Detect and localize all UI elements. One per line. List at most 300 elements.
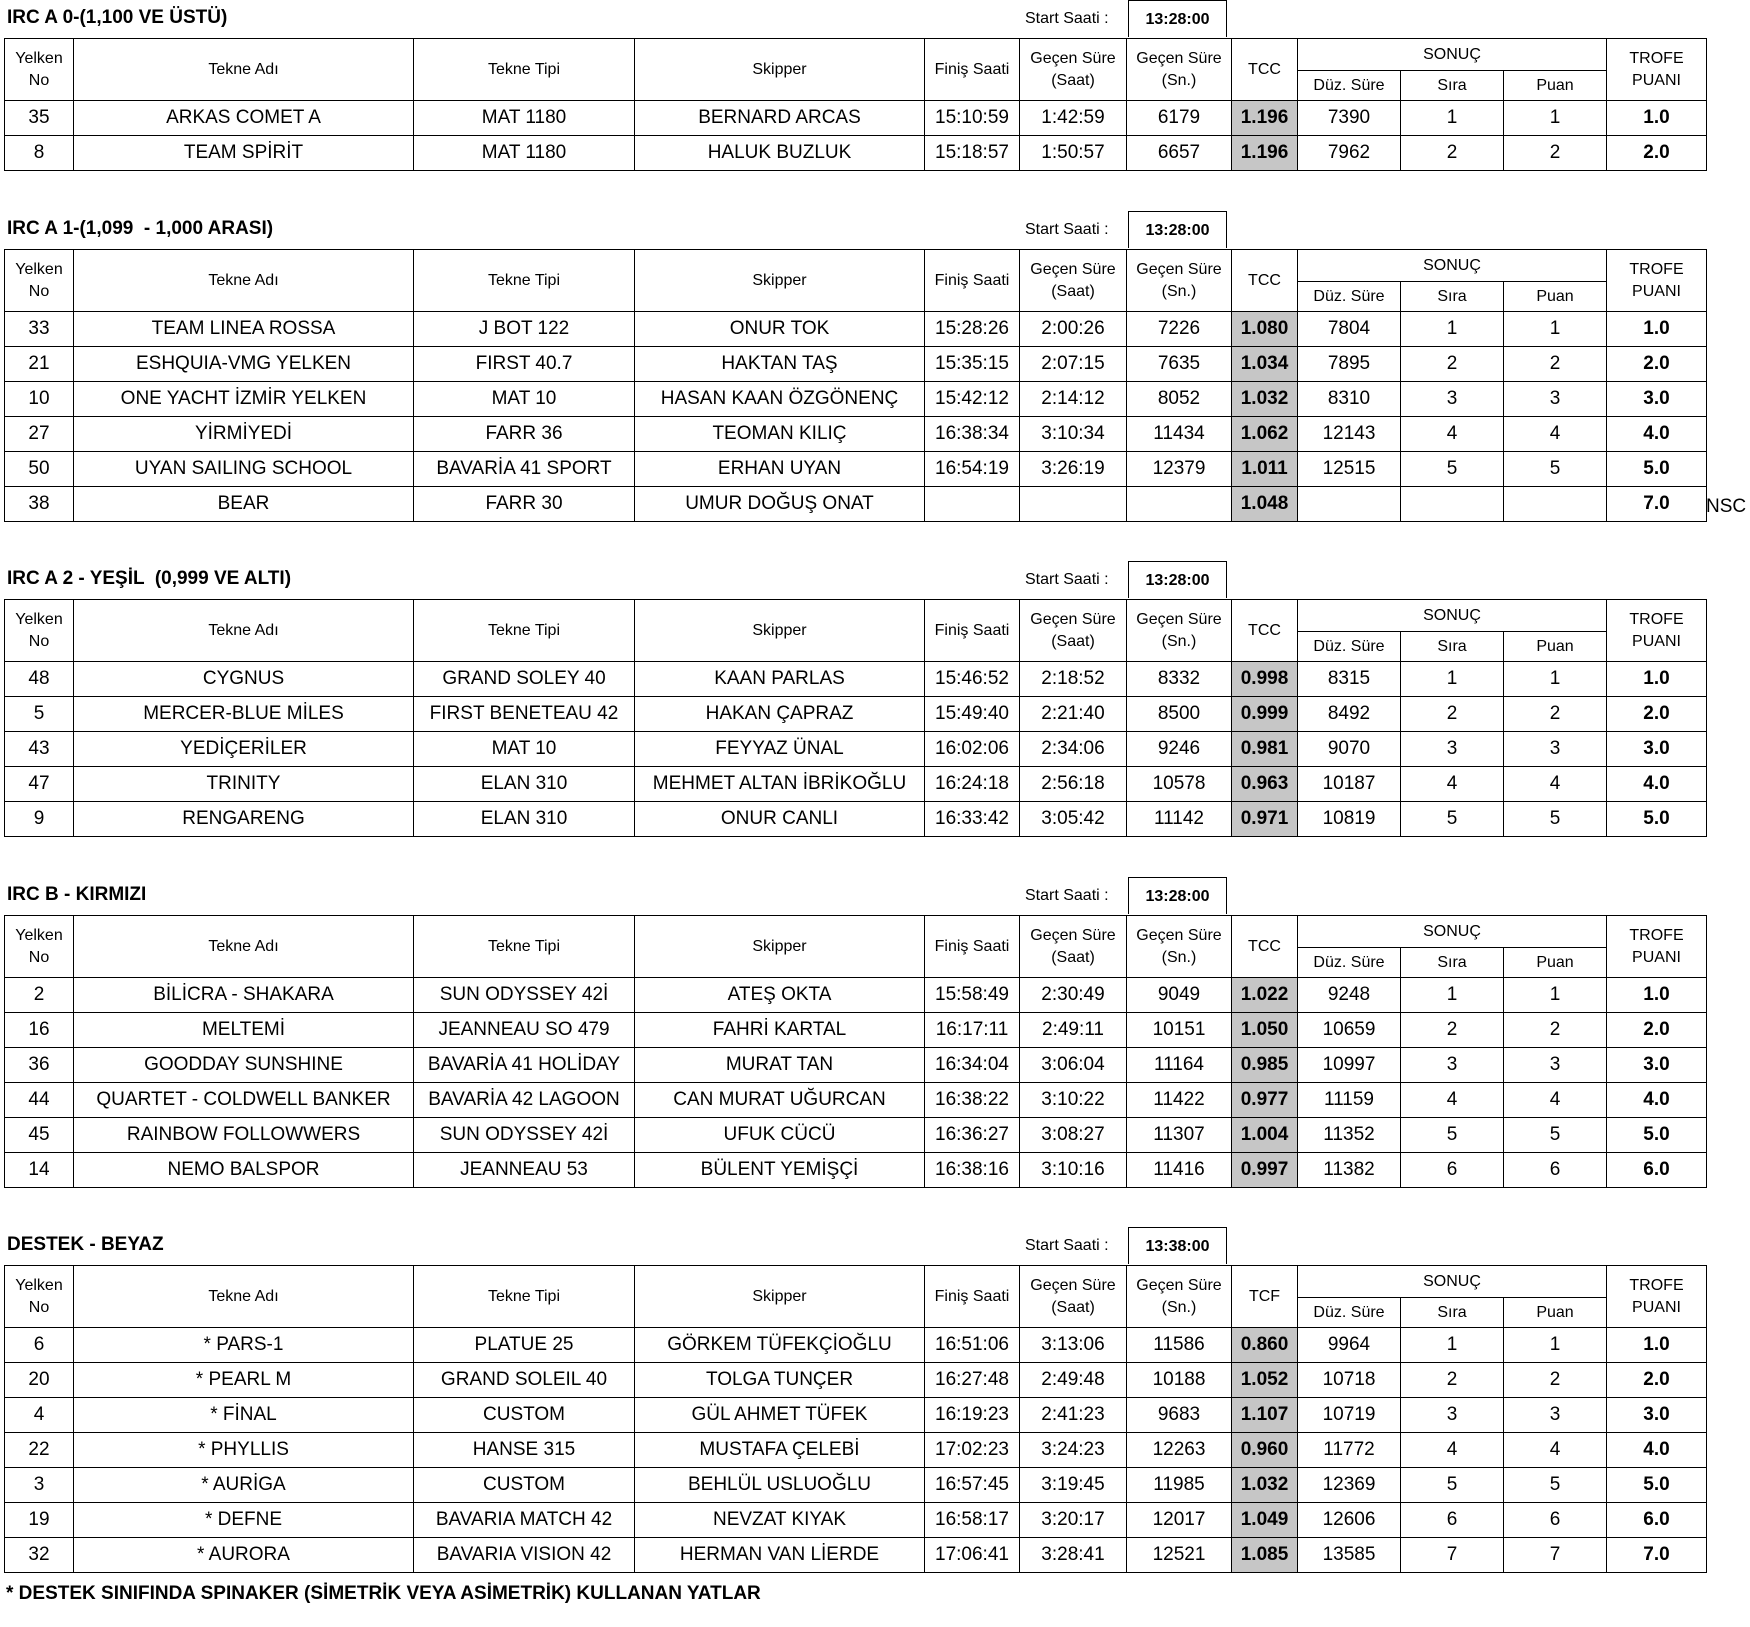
- cell-name: GOODDAY SUNSHINE: [74, 1048, 414, 1083]
- cell-tcc: 1.062: [1232, 417, 1298, 452]
- header-trophy-points: TROFE PUANI: [1607, 1266, 1707, 1328]
- cell-finish: 16:19:23: [925, 1398, 1020, 1433]
- header-rank: Sıra: [1401, 632, 1504, 662]
- cell-finish: 16:27:48: [925, 1363, 1020, 1398]
- header-boat-type: Tekne Tipi: [414, 600, 635, 662]
- cell-sec: 11142: [1127, 802, 1232, 837]
- cell-type: GRAND SOLEIL 40: [414, 1363, 635, 1398]
- cell-name: NEMO BALSPOR: [74, 1153, 414, 1188]
- cell-finish: 17:06:41: [925, 1538, 1020, 1573]
- results-section: [4, 211, 1750, 522]
- cell-finish: 16:24:18: [925, 767, 1020, 802]
- cell-skipper: MUSTAFA ÇELEBİ: [635, 1433, 925, 1468]
- cell-finish: 16:54:19: [925, 452, 1020, 487]
- cell-name: * PEARL M: [74, 1363, 414, 1398]
- cell-skipper: TEOMAN KILIÇ: [635, 417, 925, 452]
- cell-rank: 2: [1401, 1363, 1504, 1398]
- cell-finish: 16:38:16: [925, 1153, 1020, 1188]
- header-result-group: SONUÇ: [1298, 916, 1607, 948]
- header-points: Puan: [1504, 1298, 1607, 1328]
- cell-corr: 11352: [1298, 1118, 1401, 1153]
- cell-sec: 11416: [1127, 1153, 1232, 1188]
- cell-tcc: 0.998: [1232, 662, 1298, 697]
- cell-pts: 4: [1504, 1433, 1607, 1468]
- start-time-value: 13:38:00: [1128, 1227, 1227, 1264]
- cell-sec: 8500: [1127, 697, 1232, 732]
- cell-type: JEANNEAU 53: [414, 1153, 635, 1188]
- cell-type: J BOT 122: [414, 312, 635, 347]
- cell-skipper: HASAN KAAN ÖZGÖNENÇ: [635, 382, 925, 417]
- header-elapsed-seconds: Geçen Süre (Sn.): [1127, 250, 1232, 312]
- cell-tcc: 0.977: [1232, 1083, 1298, 1118]
- cell-finish: 15:49:40: [925, 697, 1020, 732]
- cell-skipper: GÜL AHMET TÜFEK: [635, 1398, 925, 1433]
- cell-sec: 7226: [1127, 312, 1232, 347]
- cell-tcc: 1.049: [1232, 1503, 1298, 1538]
- row-note: NSC: [1706, 496, 1747, 517]
- cell-finish: 16:33:42: [925, 802, 1020, 837]
- table-row: [5, 1328, 1707, 1363]
- header-rating-factor: TCC: [1232, 600, 1298, 662]
- cell-corr: 8315: [1298, 662, 1401, 697]
- cell-type: MAT 10: [414, 732, 635, 767]
- cell-type: MAT 10: [414, 382, 635, 417]
- cell-trophy: 2.0: [1607, 136, 1707, 171]
- cell-sec: 11422: [1127, 1083, 1232, 1118]
- cell-sec: 9049: [1127, 978, 1232, 1013]
- cell-pts: 3: [1504, 1398, 1607, 1433]
- cell-pts: 7: [1504, 1538, 1607, 1573]
- cell-tcc: 0.999: [1232, 697, 1298, 732]
- cell-pts: 6: [1504, 1153, 1607, 1188]
- header-boat-type: Tekne Tipi: [414, 916, 635, 978]
- cell-rank: 5: [1401, 802, 1504, 837]
- cell-skipper: MEHMET ALTAN İBRİKOĞLU: [635, 767, 925, 802]
- header-result-group: SONUÇ: [1298, 600, 1607, 632]
- cell-sec: 8052: [1127, 382, 1232, 417]
- header-rating-factor: TCC: [1232, 250, 1298, 312]
- cell-no: 6: [5, 1328, 74, 1363]
- header-points: Puan: [1504, 71, 1607, 101]
- header-boat-type: Tekne Tipi: [414, 250, 635, 312]
- cell-skipper: KAAN PARLAS: [635, 662, 925, 697]
- section-header: [4, 877, 1750, 915]
- results-table: [4, 38, 1707, 171]
- cell-pts: 2: [1504, 136, 1607, 171]
- cell-name: BİLİCRA - SHAKARA: [74, 978, 414, 1013]
- cell-name: YEDİÇERİLER: [74, 732, 414, 767]
- cell-rank: 1: [1401, 978, 1504, 1013]
- cell-trophy: 2.0: [1607, 1013, 1707, 1048]
- cell-no: 9: [5, 802, 74, 837]
- cell-rank: 1: [1401, 1328, 1504, 1363]
- cell-tcc: 1.052: [1232, 1363, 1298, 1398]
- cell-finish: 16:34:04: [925, 1048, 1020, 1083]
- cell-corr: 11772: [1298, 1433, 1401, 1468]
- cell-sec: 12379: [1127, 452, 1232, 487]
- cell-skipper: CAN MURAT UĞURCAN: [635, 1083, 925, 1118]
- cell-elapsed: 3:24:23: [1020, 1433, 1127, 1468]
- cell-corr: 10719: [1298, 1398, 1401, 1433]
- results-section: [4, 877, 1750, 1188]
- cell-sec: 11307: [1127, 1118, 1232, 1153]
- cell-trophy: 4.0: [1607, 767, 1707, 802]
- cell-rank: 3: [1401, 1048, 1504, 1083]
- cell-trophy: 2.0: [1607, 1363, 1707, 1398]
- header-corrected-time: Düz. Süre: [1298, 632, 1401, 662]
- cell-sec: 11164: [1127, 1048, 1232, 1083]
- header-boat-type: Tekne Tipi: [414, 1266, 635, 1328]
- cell-name: QUARTET - COLDWELL BANKER: [74, 1083, 414, 1118]
- cell-corr: 10819: [1298, 802, 1401, 837]
- cell-no: 8: [5, 136, 74, 171]
- cell-name: YİRMİYEDİ: [74, 417, 414, 452]
- cell-elapsed: 2:00:26: [1020, 312, 1127, 347]
- cell-trophy: 5.0: [1607, 452, 1707, 487]
- cell-corr: 12606: [1298, 1503, 1401, 1538]
- cell-trophy: 2.0: [1607, 347, 1707, 382]
- cell-name: BEAR: [74, 487, 414, 522]
- section-title: IRC A 1-(1,099 - 1,000 ARASI): [7, 218, 274, 239]
- header-sail-no: Yelken No: [5, 250, 74, 312]
- header-corrected-time: Düz. Süre: [1298, 948, 1401, 978]
- cell-corr: 8310: [1298, 382, 1401, 417]
- cell-elapsed: 3:28:41: [1020, 1538, 1127, 1573]
- cell-pts: 5: [1504, 452, 1607, 487]
- cell-skipper: BÜLENT YEMİŞÇİ: [635, 1153, 925, 1188]
- header-boat-type: Tekne Tipi: [414, 39, 635, 101]
- cell-no: 50: [5, 452, 74, 487]
- section-header: [4, 0, 1750, 38]
- header-elapsed-time: Geçen Süre (Saat): [1020, 916, 1127, 978]
- cell-skipper: TOLGA TUNÇER: [635, 1363, 925, 1398]
- cell-tcc: 0.860: [1232, 1328, 1298, 1363]
- cell-elapsed: 3:13:06: [1020, 1328, 1127, 1363]
- cell-type: HANSE 315: [414, 1433, 635, 1468]
- table-row: [5, 1398, 1707, 1433]
- cell-name: * FİNAL: [74, 1398, 414, 1433]
- header-elapsed-seconds: Geçen Süre (Sn.): [1127, 1266, 1232, 1328]
- cell-type: GRAND SOLEY 40: [414, 662, 635, 697]
- cell-rank: 3: [1401, 382, 1504, 417]
- cell-name: RENGARENG: [74, 802, 414, 837]
- cell-skipper: NEVZAT KIYAK: [635, 1503, 925, 1538]
- cell-trophy: 1.0: [1607, 1328, 1707, 1363]
- cell-tcc: 1.050: [1232, 1013, 1298, 1048]
- cell-type: BAVARIA MATCH 42: [414, 1503, 635, 1538]
- cell-trophy: 7.0: [1607, 487, 1707, 522]
- cell-no: 21: [5, 347, 74, 382]
- cell-type: MAT 1180: [414, 136, 635, 171]
- cell-sec: 10188: [1127, 1363, 1232, 1398]
- header-row: [5, 250, 1707, 282]
- table-row: [5, 662, 1707, 697]
- header-boat-name: Tekne Adı: [74, 250, 414, 312]
- cell-trophy: 1.0: [1607, 312, 1707, 347]
- cell-tcc: 1.085: [1232, 1538, 1298, 1573]
- cell-rank: 3: [1401, 1398, 1504, 1433]
- cell-sec: 11985: [1127, 1468, 1232, 1503]
- cell-corr: 10718: [1298, 1363, 1401, 1398]
- cell-sec: 11586: [1127, 1328, 1232, 1363]
- cell-skipper: MURAT TAN: [635, 1048, 925, 1083]
- cell-corr: 9248: [1298, 978, 1401, 1013]
- header-finish-time: Finiş Saati: [925, 916, 1020, 978]
- cell-skipper: ONUR CANLI: [635, 802, 925, 837]
- cell-rank: 4: [1401, 1083, 1504, 1118]
- header-elapsed-seconds: Geçen Süre (Sn.): [1127, 39, 1232, 101]
- header-points: Puan: [1504, 282, 1607, 312]
- section-header: [4, 1227, 1750, 1265]
- cell-skipper: BERNARD ARCAS: [635, 101, 925, 136]
- cell-finish: 15:28:26: [925, 312, 1020, 347]
- cell-pts: 6: [1504, 1503, 1607, 1538]
- cell-pts: 1: [1504, 312, 1607, 347]
- cell-finish: 16:57:45: [925, 1468, 1020, 1503]
- cell-elapsed: 1:50:57: [1020, 136, 1127, 171]
- start-time-label: Start Saati :: [1025, 10, 1109, 27]
- cell-name: * AURORA: [74, 1538, 414, 1573]
- header-row: [5, 1266, 1707, 1298]
- cell-trophy: 4.0: [1607, 1083, 1707, 1118]
- cell-pts: [1504, 487, 1607, 522]
- table-row: [5, 1433, 1707, 1468]
- cell-rank: 4: [1401, 1433, 1504, 1468]
- cell-corr: 12369: [1298, 1468, 1401, 1503]
- cell-name: CYGNUS: [74, 662, 414, 697]
- cell-no: 22: [5, 1433, 74, 1468]
- header-elapsed-seconds: Geçen Süre (Sn.): [1127, 600, 1232, 662]
- cell-pts: 4: [1504, 417, 1607, 452]
- cell-elapsed: 2:21:40: [1020, 697, 1127, 732]
- table-row: [5, 382, 1707, 417]
- header-row: [5, 916, 1707, 948]
- table-row: [5, 802, 1707, 837]
- table-row: [5, 312, 1707, 347]
- cell-tcc: 0.981: [1232, 732, 1298, 767]
- cell-elapsed: [1020, 487, 1127, 522]
- cell-tcc: 1.011: [1232, 452, 1298, 487]
- cell-elapsed: 2:49:48: [1020, 1363, 1127, 1398]
- cell-sec: 9246: [1127, 732, 1232, 767]
- cell-corr: 10187: [1298, 767, 1401, 802]
- cell-pts: 5: [1504, 802, 1607, 837]
- cell-trophy: 1.0: [1607, 101, 1707, 136]
- cell-skipper: HALUK BUZLUK: [635, 136, 925, 171]
- header-rank: Sıra: [1401, 71, 1504, 101]
- cell-pts: 3: [1504, 732, 1607, 767]
- cell-trophy: 5.0: [1607, 1468, 1707, 1503]
- cell-tcc: 1.032: [1232, 382, 1298, 417]
- cell-rank: 2: [1401, 136, 1504, 171]
- cell-trophy: 5.0: [1607, 1118, 1707, 1153]
- cell-trophy: 7.0: [1607, 1538, 1707, 1573]
- cell-corr: 9070: [1298, 732, 1401, 767]
- cell-tcc: 0.960: [1232, 1433, 1298, 1468]
- header-finish-time: Finiş Saati: [925, 1266, 1020, 1328]
- cell-tcc: 1.022: [1232, 978, 1298, 1013]
- cell-no: 44: [5, 1083, 74, 1118]
- table-row: [5, 1363, 1707, 1398]
- cell-trophy: 4.0: [1607, 417, 1707, 452]
- cell-elapsed: 2:14:12: [1020, 382, 1127, 417]
- cell-type: BAVARİA 41 HOLİDAY: [414, 1048, 635, 1083]
- cell-type: JEANNEAU SO 479: [414, 1013, 635, 1048]
- cell-tcc: 0.997: [1232, 1153, 1298, 1188]
- results-section: [4, 0, 1750, 171]
- cell-finish: 16:58:17: [925, 1503, 1020, 1538]
- header-sail-no: Yelken No: [5, 1266, 74, 1328]
- header-finish-time: Finiş Saati: [925, 600, 1020, 662]
- table-row: [5, 1083, 1707, 1118]
- cell-type: MAT 1180: [414, 101, 635, 136]
- section-title: IRC A 0-(1,100 VE ÜSTÜ): [7, 7, 228, 28]
- header-points: Puan: [1504, 948, 1607, 978]
- cell-sec: 12263: [1127, 1433, 1232, 1468]
- cell-finish: 17:02:23: [925, 1433, 1020, 1468]
- cell-elapsed: 3:08:27: [1020, 1118, 1127, 1153]
- cell-trophy: 4.0: [1607, 1433, 1707, 1468]
- table-row: [5, 347, 1707, 382]
- section-title: DESTEK - BEYAZ: [7, 1234, 164, 1255]
- cell-tcc: 1.107: [1232, 1398, 1298, 1433]
- table-row: [5, 452, 1707, 487]
- cell-no: 2: [5, 978, 74, 1013]
- cell-elapsed: 2:56:18: [1020, 767, 1127, 802]
- cell-tcc: 1.034: [1232, 347, 1298, 382]
- cell-no: 48: [5, 662, 74, 697]
- cell-corr: 10659: [1298, 1013, 1401, 1048]
- cell-no: 36: [5, 1048, 74, 1083]
- header-elapsed-time: Geçen Süre (Saat): [1020, 600, 1127, 662]
- header-row: [5, 600, 1707, 632]
- cell-type: FIRST 40.7: [414, 347, 635, 382]
- cell-pts: 1: [1504, 101, 1607, 136]
- cell-tcc: 1.080: [1232, 312, 1298, 347]
- table-row: [5, 136, 1707, 171]
- cell-name: UYAN SAILING SCHOOL: [74, 452, 414, 487]
- cell-name: ONE YACHT İZMİR YELKEN: [74, 382, 414, 417]
- cell-name: * AURİGA: [74, 1468, 414, 1503]
- cell-elapsed: 1:42:59: [1020, 101, 1127, 136]
- cell-trophy: 2.0: [1607, 697, 1707, 732]
- cell-skipper: ONUR TOK: [635, 312, 925, 347]
- header-elapsed-time: Geçen Süre (Saat): [1020, 39, 1127, 101]
- cell-no: 33: [5, 312, 74, 347]
- cell-pts: 2: [1504, 1013, 1607, 1048]
- cell-no: 47: [5, 767, 74, 802]
- cell-elapsed: 3:26:19: [1020, 452, 1127, 487]
- cell-pts: 1: [1504, 1328, 1607, 1363]
- cell-no: 32: [5, 1538, 74, 1573]
- cell-corr: 7962: [1298, 136, 1401, 171]
- cell-corr: 10997: [1298, 1048, 1401, 1083]
- cell-type: ELAN 310: [414, 802, 635, 837]
- cell-finish: 16:17:11: [925, 1013, 1020, 1048]
- cell-trophy: 3.0: [1607, 1048, 1707, 1083]
- cell-no: 19: [5, 1503, 74, 1538]
- cell-trophy: 1.0: [1607, 662, 1707, 697]
- header-sail-no: Yelken No: [5, 600, 74, 662]
- cell-corr: 11382: [1298, 1153, 1401, 1188]
- header-corrected-time: Düz. Süre: [1298, 282, 1401, 312]
- cell-pts: 2: [1504, 697, 1607, 732]
- cell-type: BAVARİA 41 SPORT: [414, 452, 635, 487]
- table-row: [5, 1503, 1707, 1538]
- cell-tcc: 1.196: [1232, 136, 1298, 171]
- cell-finish: 16:38:22: [925, 1083, 1020, 1118]
- cell-pts: 3: [1504, 382, 1607, 417]
- cell-pts: 3: [1504, 1048, 1607, 1083]
- cell-sec: 12017: [1127, 1503, 1232, 1538]
- header-skipper: Skipper: [635, 39, 925, 101]
- cell-elapsed: 3:10:16: [1020, 1153, 1127, 1188]
- cell-sec: 12521: [1127, 1538, 1232, 1573]
- header-boat-name: Tekne Adı: [74, 1266, 414, 1328]
- cell-pts: 2: [1504, 1363, 1607, 1398]
- cell-name: ARKAS COMET A: [74, 101, 414, 136]
- cell-corr: 7390: [1298, 101, 1401, 136]
- cell-sec: 7635: [1127, 347, 1232, 382]
- cell-finish: [925, 487, 1020, 522]
- header-rank: Sıra: [1401, 1298, 1504, 1328]
- cell-no: 5: [5, 697, 74, 732]
- cell-elapsed: 2:49:11: [1020, 1013, 1127, 1048]
- cell-skipper: HAKAN ÇAPRAZ: [635, 697, 925, 732]
- header-boat-name: Tekne Adı: [74, 39, 414, 101]
- header-points: Puan: [1504, 632, 1607, 662]
- table-row: [5, 101, 1707, 136]
- results-table: [4, 599, 1707, 837]
- cell-type: BAVARIA VISION 42: [414, 1538, 635, 1573]
- cell-skipper: ATEŞ OKTA: [635, 978, 925, 1013]
- cell-pts: 5: [1504, 1118, 1607, 1153]
- header-skipper: Skipper: [635, 250, 925, 312]
- cell-rank: 3: [1401, 732, 1504, 767]
- table-row: [5, 1153, 1707, 1188]
- cell-elapsed: 2:07:15: [1020, 347, 1127, 382]
- table-row: [5, 1468, 1707, 1503]
- cell-corr: 12515: [1298, 452, 1401, 487]
- cell-skipper: ERHAN UYAN: [635, 452, 925, 487]
- cell-skipper: UMUR DOĞUŞ ONAT: [635, 487, 925, 522]
- cell-finish: 15:10:59: [925, 101, 1020, 136]
- section-header: [4, 561, 1750, 599]
- section-header: [4, 211, 1750, 249]
- cell-trophy: 6.0: [1607, 1503, 1707, 1538]
- header-result-group: SONUÇ: [1298, 39, 1607, 71]
- cell-no: 4: [5, 1398, 74, 1433]
- header-finish-time: Finiş Saati: [925, 250, 1020, 312]
- cell-elapsed: 3:20:17: [1020, 1503, 1127, 1538]
- cell-type: CUSTOM: [414, 1398, 635, 1433]
- cell-no: 14: [5, 1153, 74, 1188]
- cell-name: MERCER-BLUE MİLES: [74, 697, 414, 732]
- section-title: IRC A 2 - YEŞİL (0,999 VE ALTI): [7, 568, 292, 589]
- cell-rank: 5: [1401, 452, 1504, 487]
- cell-sec: 10578: [1127, 767, 1232, 802]
- table-row: [5, 1048, 1707, 1083]
- table-row: [5, 697, 1707, 732]
- header-finish-time: Finiş Saati: [925, 39, 1020, 101]
- cell-finish: 16:51:06: [925, 1328, 1020, 1363]
- header-boat-name: Tekne Adı: [74, 600, 414, 662]
- table-row: [5, 978, 1707, 1013]
- cell-name: MELTEMİ: [74, 1013, 414, 1048]
- header-sail-no: Yelken No: [5, 916, 74, 978]
- cell-elapsed: 3:06:04: [1020, 1048, 1127, 1083]
- results-section: [4, 561, 1750, 837]
